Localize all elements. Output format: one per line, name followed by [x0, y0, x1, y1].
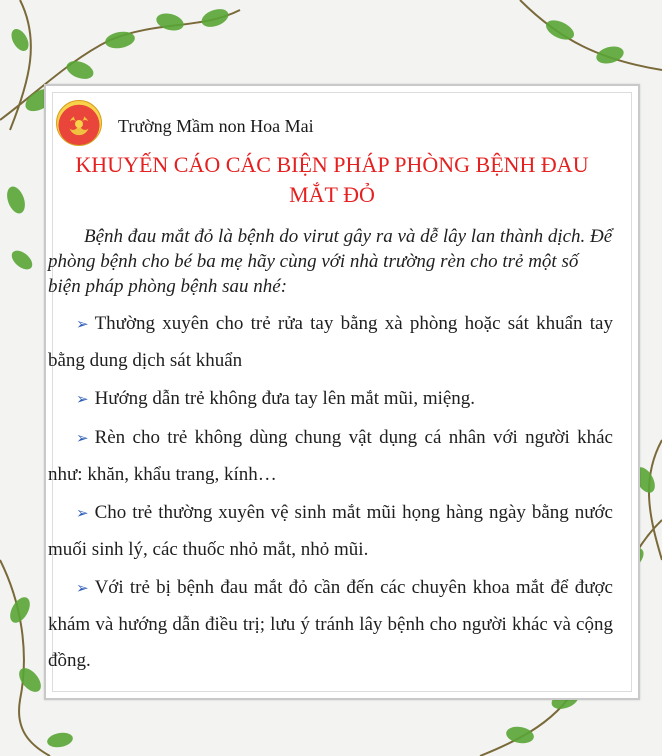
page-title: KHUYẾN CÁO CÁC BIỆN PHÁP PHÒNG BỆNH ĐAU MẮT ĐỎ	[75, 152, 589, 207]
arrow-right-icon: ➢	[76, 317, 89, 333]
list-item-text: Hướng dẫn trẻ không đưa tay lên mắt mũi, miệng.	[94, 388, 476, 409]
list-item	[48, 306, 613, 379]
arrow-right-icon: ➢	[76, 506, 89, 522]
intro-paragraph: Bệnh đau mắt đỏ là bệnh do virut gây ra và dễ lây lan thành dịch. Để phòng bệnh cho bé ba mẹ hãy cùng với nhà trường rèn cho trẻ một số biện pháp phòng bệnh sau nhé:	[48, 226, 613, 297]
list-item	[48, 381, 613, 418]
school-name: Trường Mầm non Hoa Mai	[118, 115, 314, 136]
arrow-right-icon: ➢	[76, 581, 89, 597]
school-header	[56, 100, 314, 146]
arrow-right-icon: ➢	[76, 392, 89, 408]
arrow-right-icon: ➢	[76, 431, 89, 447]
list-item	[48, 420, 613, 493]
list-item-text: Cho trẻ thường xuyên vệ sinh mắt mũi họng hàng ngày bằng nước muối sinh lý, các thuốc nhỏ mắt, nhỏ mũi.	[48, 502, 613, 560]
measures-list	[48, 306, 613, 681]
list-item-text: Rèn cho trẻ không dùng chung vật dụng cá nhân với người khác như: khăn, khẩu trang, kính…	[48, 427, 613, 485]
school-logo	[56, 100, 102, 146]
list-item-text: Thường xuyên cho trẻ rửa tay bằng xà phòng hoặc sát khuẩn tay bằng dung dịch sát khuẩn	[48, 313, 613, 371]
list-item-text: Với trẻ bị bệnh đau mắt đỏ cần đến các chuyên khoa mắt để được khám và hướng dẫn điều trị; lưu ý tránh lây bệnh cho người khác và cộng đồng.	[48, 577, 613, 671]
list-item	[48, 495, 613, 568]
list-item	[48, 570, 613, 679]
flower-icon	[65, 109, 93, 137]
